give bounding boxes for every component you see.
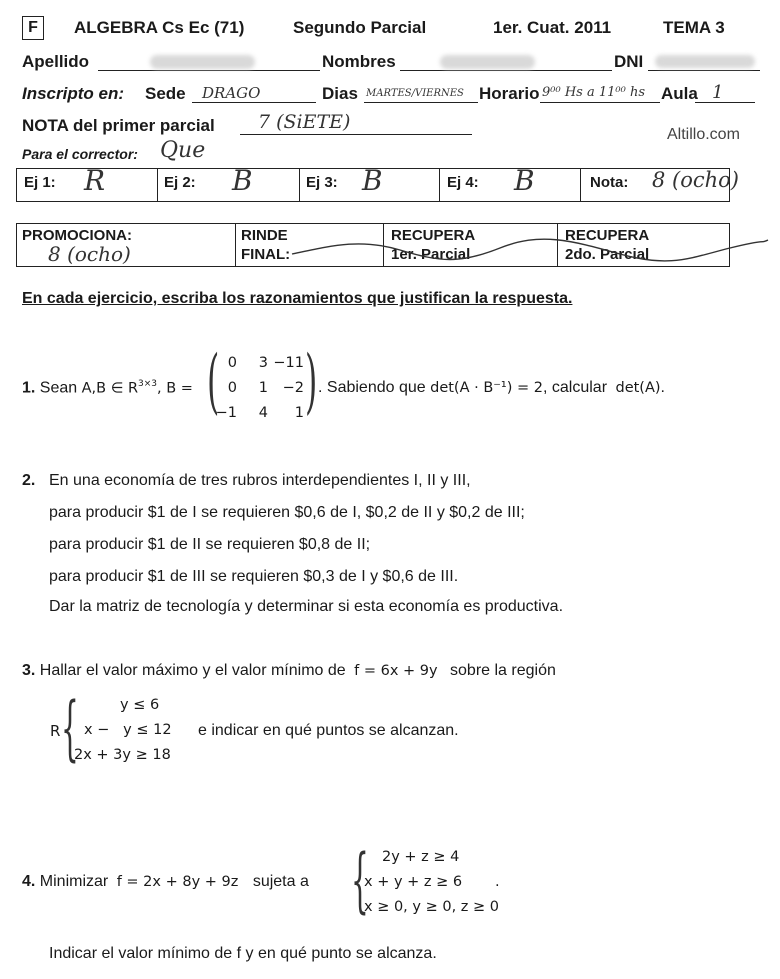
corrector-signature: Que (160, 138, 206, 163)
exercise-1-sup: 3×3 (138, 379, 158, 389)
divider (299, 169, 300, 201)
dias-value: MARTES/VIERNES (366, 88, 464, 99)
exercise-3-text-b: sobre la región (450, 662, 556, 679)
nota-value: 8 (ocho) (652, 168, 739, 192)
matrix-cell: 0 (227, 355, 237, 371)
dni-label: DNI (614, 52, 644, 71)
ej3-label: Ej 3: (306, 174, 338, 191)
exercise-1-number: 1. (22, 379, 36, 397)
course-title: ALGEBRA Cs Ec (71) (74, 18, 245, 37)
nombres-redaction (440, 55, 535, 69)
nota-primer-label: NOTA del primer parcial (22, 116, 215, 135)
rinde-label-1: RINDE (241, 227, 288, 244)
matrix-cell: −2 (282, 380, 304, 396)
ej1-label: Ej 1: (24, 174, 56, 191)
exercise-4-line-a (22, 873, 309, 891)
exercise-1-text-a: Sean (39, 379, 78, 397)
recupera1-label-2: 1er. Parcial (391, 246, 471, 263)
corrector-label (22, 146, 138, 162)
dias-line (364, 102, 478, 103)
exercise-4-text-c: Indicar el valor mínimo de f y en qué punto se alcanza. (49, 945, 437, 962)
exercise-1-text-d: . (660, 379, 665, 396)
instruction: En cada ejercicio, escriba los razonamientos que justifican la respuesta. (22, 290, 573, 307)
matrix-cell: −1 (215, 405, 237, 421)
system-constraint: x + y + z ≥ 6 (364, 874, 463, 890)
exercise-1-line-b (318, 379, 665, 397)
dni-line (648, 70, 760, 71)
sede-value: DRAGO (202, 84, 261, 102)
ej3-value: B (362, 164, 383, 197)
matrix-cell: −11 (273, 355, 304, 371)
exercise-1-math-d: det(A) (615, 380, 661, 396)
tema-letter: F (28, 19, 38, 36)
exercise-2-line: para producir $1 de III se requieren $0,3 de I y $0,6 de III. (49, 568, 459, 585)
exam-term: 1er. Cuat. 2011 (493, 18, 612, 37)
exam-name: Segundo Parcial (293, 18, 427, 37)
divider (580, 169, 581, 201)
promociona-value: 8 (ocho) (48, 242, 131, 266)
dias-label: Dias (322, 84, 358, 103)
matrix-cell: 1 (294, 405, 304, 421)
nombres-line (400, 70, 612, 71)
exercise-3-text-c: e indicar en qué puntos se alcanzan. (198, 722, 459, 739)
exercise-1-math-b: , B = (157, 380, 193, 397)
dni-redaction (655, 55, 755, 68)
exam-tema: TEMA 3 (663, 18, 725, 37)
region-constraint: x − y ≤ 12 (84, 722, 172, 738)
exercise-4-function: f = 2x + 8y + 9z (116, 874, 239, 890)
system-constraint: 2y + z ≥ 4 (382, 849, 460, 865)
inscripto-label (22, 84, 124, 104)
exercise-3-text-a: Hallar el valor máximo y el valor mínimo de (39, 662, 346, 679)
matrix-left-paren: ( (207, 340, 220, 422)
recupera2-label-2: 2do. Parcial (565, 246, 650, 263)
recupera2-label-1: RECUPERA (565, 227, 650, 244)
exercise-4-text-b: sujeta a (252, 873, 309, 890)
horario-value: 9⁰⁰ Hs a 11⁰⁰ hs (542, 85, 645, 100)
nota-label: Nota: (590, 174, 629, 191)
nombres-label: Nombres (322, 52, 396, 71)
matrix-cell: 0 (227, 380, 237, 396)
rinde-label-2: FINAL: (241, 246, 291, 263)
exercise-2-line: En una economía de tres rubros interdependientes I, II y III, (49, 472, 471, 489)
sede-line (192, 102, 316, 103)
matrix-cell: 4 (258, 405, 268, 421)
watermark: Altillo.com (667, 126, 740, 143)
matrix-cell: 1 (258, 380, 268, 396)
exercise-1-math-a: A,B ∈ R (81, 380, 139, 397)
inscripto-text: Inscripto en: (22, 84, 125, 103)
system-brace: { (351, 839, 369, 921)
aula-label: Aula (661, 84, 698, 103)
ej4-label: Ej 4: (447, 174, 479, 191)
divider (439, 169, 440, 201)
aula-value: 1 (712, 82, 724, 103)
exercise-1-line-a (22, 379, 193, 397)
exercise-3-number: 3. (22, 662, 36, 679)
horario-label: Horario (479, 84, 540, 103)
strike-scribble (290, 228, 770, 268)
ej4-value: B (514, 164, 535, 197)
corrector-text: Para el corrector: (22, 146, 138, 162)
exercise-4-number: 4. (22, 873, 36, 890)
sede-label: Sede (145, 84, 186, 103)
ej2-value: B (232, 164, 253, 197)
exercise-2-line: Dar la matriz de tecnología y determinar si esta economía es productiva. (49, 598, 564, 615)
region-label: R (50, 722, 61, 740)
divider (157, 169, 158, 201)
exercise-2-line: para producir $1 de II se requieren $0,8 de II; (49, 536, 371, 553)
nota-primer-line (240, 134, 472, 135)
promociona-label: PROMOCIONA: (22, 227, 132, 244)
exercise-3-function: f = 6x + 9y (354, 663, 438, 679)
region-brace: { (61, 687, 79, 769)
aula-line (695, 102, 755, 103)
apellido-redaction (150, 55, 255, 69)
exercise-3-line-a (22, 662, 556, 680)
matrix-right-paren: ) (305, 340, 318, 422)
ej2-label: Ej 2: (164, 174, 196, 191)
exercise-1-math-c: det(A · B⁻¹) = 2 (430, 380, 543, 396)
divider (235, 224, 236, 266)
nota-primer-value: 7 (SiETE) (258, 111, 351, 133)
matrix-cell: 3 (258, 355, 268, 371)
region-constraint: y ≤ 6 (120, 697, 160, 713)
horario-line (540, 102, 660, 103)
region-constraint: 2x + 3y ≥ 18 (74, 747, 171, 763)
exercise-1-text-b: . Sabiendo que (318, 379, 426, 396)
recupera1-label-1: RECUPERA (391, 227, 476, 244)
apellido-line (98, 70, 320, 71)
apellido-label: Apellido (22, 52, 90, 71)
exercise-2-line: para producir $1 de I se requieren $0,6 de I, $0,2 de II y $0,2 de III; (49, 504, 525, 521)
exercise-4-text-a: Minimizar (39, 873, 109, 890)
exercise-2-number: 2. (22, 472, 36, 489)
ej1-value: R (84, 164, 106, 197)
system-period: . (495, 874, 500, 890)
tema-letter-box (22, 16, 44, 40)
system-constraint: x ≥ 0, y ≥ 0, z ≥ 0 (364, 899, 499, 915)
exercise-1-text-c: , calcular (543, 379, 608, 396)
